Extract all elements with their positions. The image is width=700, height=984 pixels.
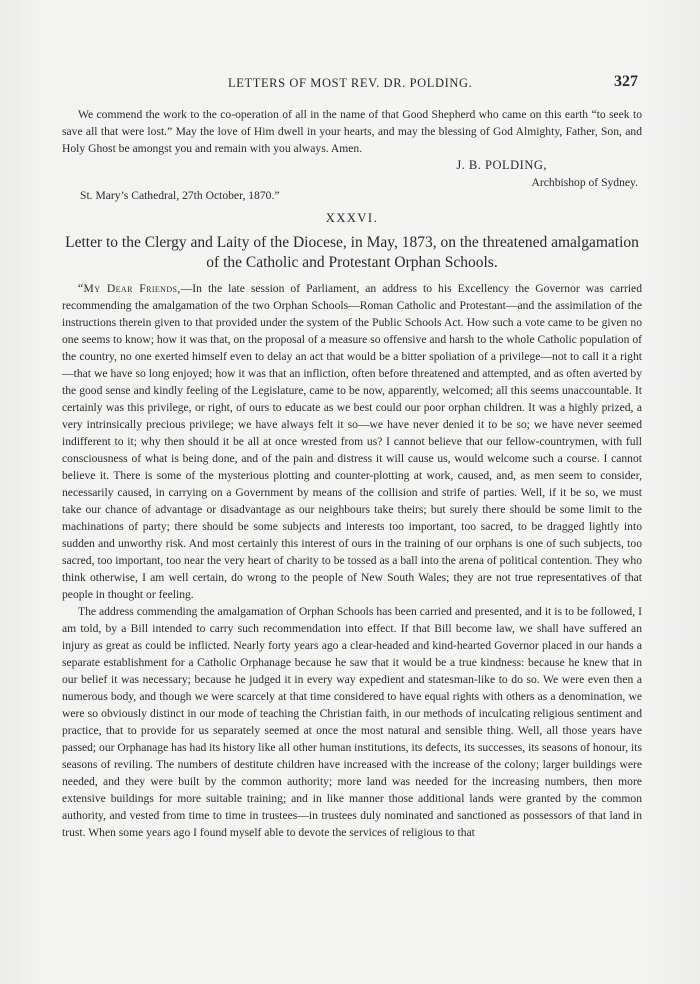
page-body <box>62 106 642 841</box>
signature-title: Archbishop of Sydney. <box>531 176 638 189</box>
paragraph-2: The address commending the amalgamation of Orphan Schools has been carried and presented, and it is to be followed, I am told, by a Bill intended to carry such recommendation into effect. If that Bill become law, we shall have suffered an injury as great as could be inflicted. Nearly forty years ago a clear-headed and kind-hearted Governor placed in our hands a separate establishment for a Catholic Orphanage because he saw that it would be a true kindness: because he knew that in our belief it was necessary; because he judged it in every way expedient and statesman-like to do so. We were even then a numerous body, and though we were scarcely at that time considered to have equal rights with others as a denomination, we were so obviously distinct in our mode of teaching the Christian faith, in our methods of inculcating religious sentiment and practice, that to provide for us separately seemed at once the most natural and sensible thing. Well, all those years have passed; our Orphanage has had its history like all other human institutions, its defects, its successes, its seasons of honour, its seasons of reviling. The numbers of destitute children have increased with the increase of the colony; larger buildings were needed, and they were built by the common authority; more land was needed for the increasing numbers, then more extensive buildings for more suitable training; and in like manner those additional lands were granted by the common authority, and vested from time to time in trustees—in trustees duly nominated and sanctioned as possessors of that land in trust. When some years ago I found myself able to devote the services of religious to that <box>62 605 642 839</box>
letter-title: Letter to the Clergy and Laity of the Diocese, in May, 1873, on the threatened amalgamation of the Catholic and Protestant Orphan Schools. <box>65 234 639 271</box>
paragraph-1-text: —In the late session of Parliament, an address to his Excellency the Governor was carried recommending the amalgamation of the two Orphan Schools—Roman Catholic and Protestant—and the assimilation of the instructions therein given to that provided under the system of the Public Schools Act. How such a vote came to be given no one seems to know; how it was that, on the proposal of a measure so offensive and harsh to the whole Catholic population of the country, no one exerted himself even to delay an act that would be a bitter spoliation of a privilege—not to call it a right—that we have so long enjoyed; how it was that an infliction, often before threatened and attempted, and as often averted by the good sense and kindly feeling of the Legislature, came to be now, apparently, welcomed; all this seems unaccountable. It certainly was this privilege, or right, of ours to educate as we best could our poor orphan children. It was a highly prized, a very intrinsically precious privilege; we have always felt it so—we have never denied it to be so; we have never seemed indifferent to it; why then should it be all at once wrested from us? I cannot believe that our fellow-countrymen, with full consciousness of what is being done, and of the pain and distress it will cause us, would welcome such a course. I cannot believe it. There is some of the mysterious plotting and counter-plotting at work, caused, and, as men seem to consider, necessarily caused, in carrying on a Government by means of the collision and strife of parties. Well, if it be so, we must take our chance of advantage or disadvantage as our neighbours take theirs; but surely there should be some limit to the machinations of party; there should be some subjects and interests too important, too sacred, to be dragged lightly into sudden and unworthy risk. And most certainly this interest of ours in the training of our orphans is one of such subjects, too sacred, too important, too near the very heart of charity to be tossed as a ball into the arena of political contention. They who think otherwise, I am well certain, do wrong to the people of New South Wales; they are not true representatives of that people in thought or feeling. <box>62 282 642 601</box>
signature-block <box>62 157 642 191</box>
closing-paragraph: We commend the work to the co-operation of all in the name of that Good Shepherd who came on this earth “to seek to save all that were lost.” May the love of Him dwell in your hearts, and may the blessing of God Almighty, Father, Son, and Holy Ghost be amongst you and remain with you always. Amen. <box>62 108 642 155</box>
page-number: 327 <box>614 73 638 90</box>
signature-name: J. B. POLDING, <box>456 158 547 172</box>
paragraph-1 <box>62 280 642 603</box>
running-title: LETTERS OF MOST REV. DR. POLDING. <box>228 76 473 90</box>
section-numeral: XXXVI. <box>325 211 379 225</box>
salutation: “My Dear Friends, <box>78 282 181 295</box>
dateline: St. Mary’s Cathedral, 27th October, 1870.” <box>80 189 280 202</box>
